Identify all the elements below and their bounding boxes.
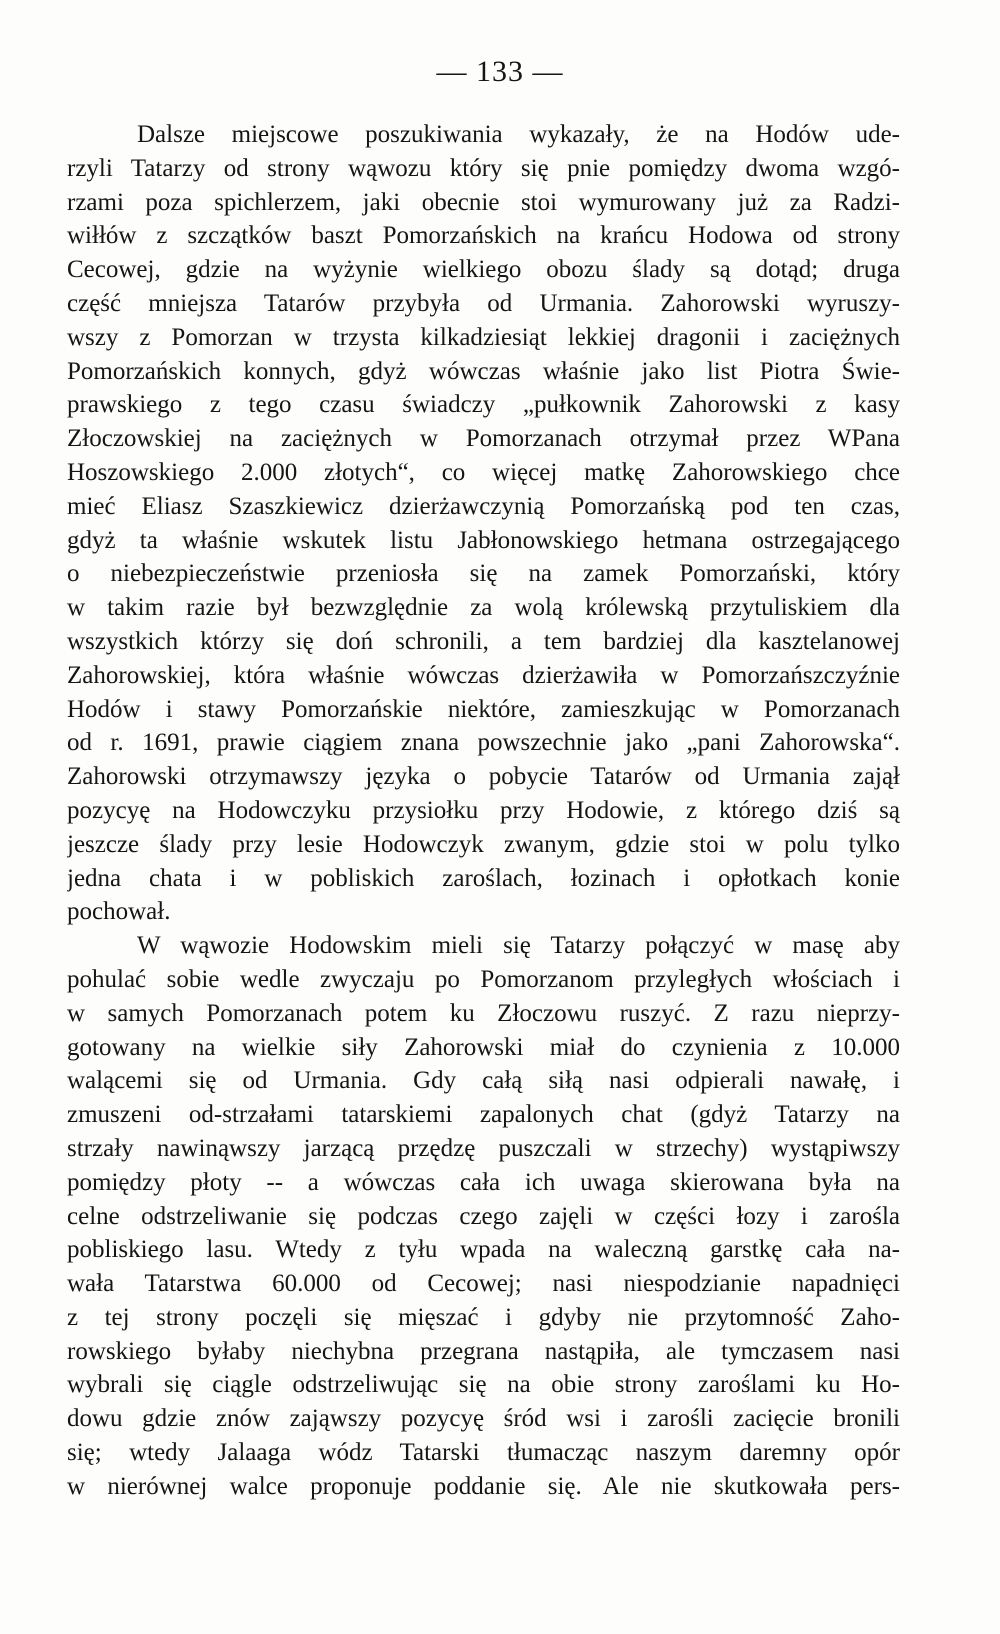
- text-line: w nierównej walce proponuje poddanie się. Ale nie skutkowała pers-: [67, 1472, 900, 1500]
- text-line: W wąwozie Hodowskim mieli się Tatarzy połączyć w masę aby: [137, 932, 900, 960]
- text-line: celne odstrzeliwanie się podczas czego zajęli w części łozy i zarośla: [67, 1202, 900, 1230]
- text-line: Pomorzańskich konnych, gdyż wówczas właśnie jako list Piotra Świe-: [67, 357, 900, 385]
- text-line: w takim razie był bezwzględnie za wolą królewską przytuliskiem dla: [67, 594, 900, 622]
- text-line: walącemi się od Urmania. Gdy całą siłą nasi odpierali nawałę, i: [67, 1067, 900, 1095]
- text-line: rowskiego byłaby niechybna przegrana nastąpiła, ale tymczasem nasi: [67, 1337, 900, 1365]
- text-line: pohulać sobie wedle zwyczaju po Pomorzanom przyległych włościach i: [67, 965, 900, 993]
- text-line: pomiędzy płoty -- a wówczas cała ich uwaga skierowana była na: [67, 1168, 900, 1196]
- text-line: wała Tatarstwa 60.000 od Cecowej; nasi niespodzianie napadnięci: [67, 1270, 900, 1298]
- text-line: Hoszowskiego 2.000 złotych“, co więcej matkę Zahorowskiego chce: [67, 458, 900, 486]
- text-line: wiłłów z szczątków baszt Pomorzańskich na krańcu Hodowa od strony: [67, 222, 900, 250]
- text-line: rzami poza spichlerzem, jaki obecnie stoi wymurowany już za Radzi-: [67, 188, 900, 216]
- text-line: Hodów i stawy Pomorzańskie niektóre, zamieszkując w Pomorzanach: [67, 695, 900, 723]
- text-line: gotowany na wielkie siły Zahorowski miał do czynienia z 10.000: [67, 1033, 900, 1061]
- text-line: od r. 1691, prawie ciągiem znana powszechnie jako „pani Zahorowska“.: [67, 729, 900, 757]
- text-line: prawskiego z tego czasu świadczy „pułkownik Zahorowski z kasy: [67, 391, 900, 419]
- text-line: zmuszeni od-strzałami tatarskiemi zapalonych chat (gdyż Tatarzy na: [67, 1101, 900, 1129]
- text-line: Dalsze miejscowe poszukiwania wykazały, że na Hodów ude-: [137, 121, 900, 148]
- body-text: [67, 118, 900, 1504]
- text-line: strzały nawinąwszy jarzącą przędzę puszczali w strzechy) wystąpiwszy: [67, 1134, 900, 1162]
- text-line: wszystkich którzy się doń schronili, a tem bardziej dla kasztelanowej: [67, 627, 900, 655]
- text-line: część mniejsza Tatarów przybyła od Urmania. Zahorowski wyruszy-: [67, 289, 900, 317]
- text-line: wszy z Pomorzan w trzysta kilkadziesiąt lekkiej dragonii i zaciężnych: [67, 323, 900, 351]
- text-line: Zahorowskiej, która właśnie wówczas dzierżawiła w Pomorzańszczyźnie: [67, 661, 900, 689]
- text-line: dowu gdzie znów zająwszy pozycyę śród wsi i zarośli zacięcie bronili: [67, 1405, 900, 1433]
- text-line: Zahorowski otrzymawszy języka o pobycie Tatarów od Urmania zajął: [67, 763, 900, 791]
- text-line: się; wtedy Jalaaga wódz Tatarski tłumacząc naszym daremny opór: [67, 1439, 900, 1467]
- text-line: z tej strony poczęli się mięszać i gdyby nie przytomność Zaho-: [67, 1303, 900, 1331]
- text-line: mieć Eliasz Szaszkiewicz dzierżawczynią Pomorzańską pod ten czas,: [67, 492, 900, 520]
- text-line: jeszcze ślady przy lesie Hodowczyk zwanym, gdzie stoi w polu tylko: [67, 830, 900, 858]
- text-line: Cecowej, gdzie na wyżynie wielkiego obozu ślady są dotąd; druga: [67, 256, 900, 284]
- text-line: pozycyę na Hodowczyku przysiołku przy Hodowie, z którego dziś są: [67, 796, 900, 824]
- text-line: pochował.: [67, 898, 171, 926]
- text-line: gdyż ta właśnie wskutek listu Jabłonowskiego hetmana ostrzegającego: [67, 526, 900, 554]
- text-line: wybrali się ciągle odstrzeliwując się na obie strony zaroślami ku Ho-: [67, 1371, 900, 1399]
- text-line: Złoczowskiej na zaciężnych w Pomorzanach otrzymał przez WPana: [67, 425, 900, 453]
- text-line: w samych Pomorzanach potem ku Złoczowu ruszyć. Z razu nieprzy-: [67, 999, 900, 1027]
- text-line: pobliskiego lasu. Wtedy z tyłu wpada na waleczną garstkę cała na-: [67, 1236, 900, 1264]
- text-line: jedna chata i w pobliskich zaroślach, łozinach i opłotkach konie: [67, 864, 900, 892]
- text-line: rzyli Tatarzy od strony wąwozu który się pnie pomiędzy dwoma wzgó-: [67, 154, 900, 182]
- page-number: — 133 —: [436, 55, 564, 88]
- text-line: o niebezpieczeństwie przeniosła się na zamek Pomorzański, który: [67, 560, 900, 588]
